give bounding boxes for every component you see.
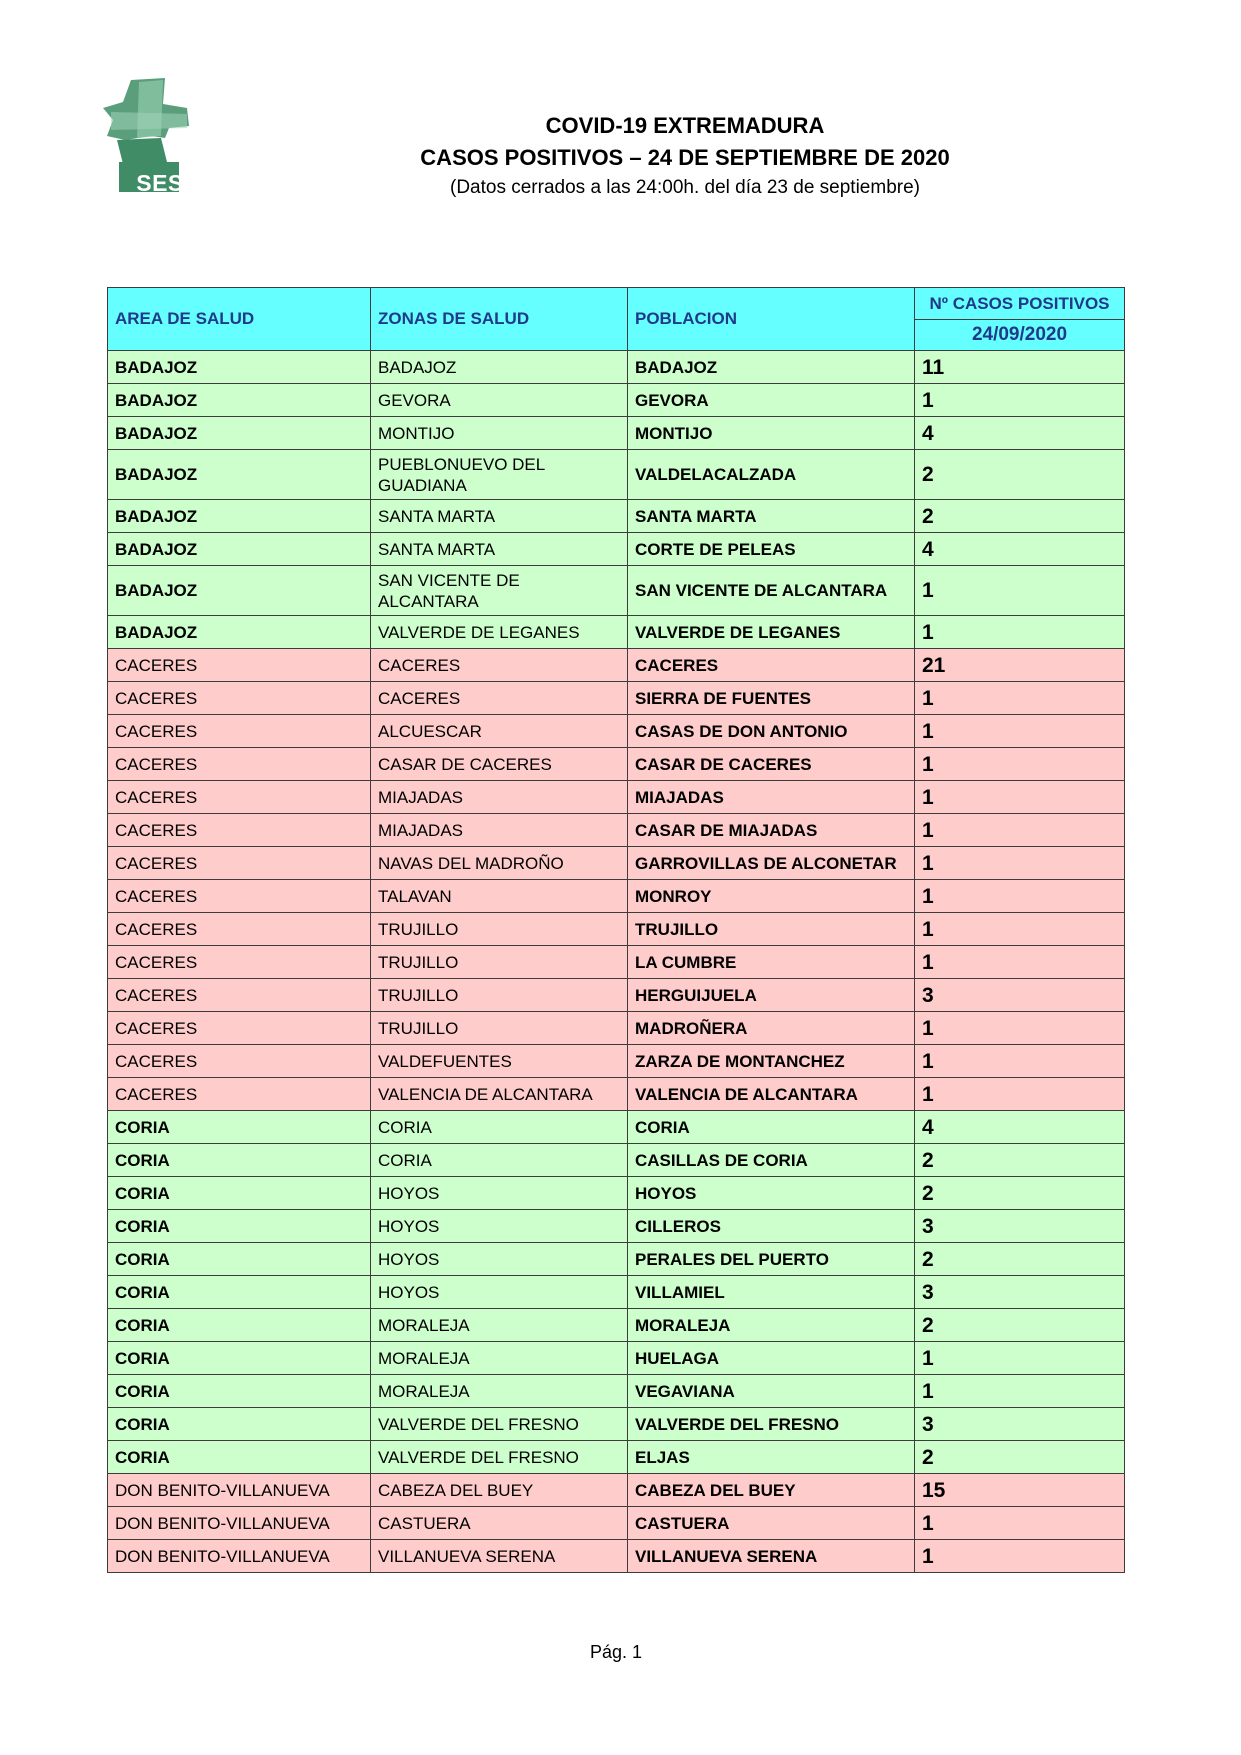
cell-area: CACERES — [108, 946, 371, 979]
cell-casos: 1 — [915, 1507, 1125, 1540]
cell-zona: SAN VICENTE DE ALCANTARA — [371, 566, 628, 616]
cell-area: CACERES — [108, 682, 371, 715]
cell-poblacion: VILLANUEVA SERENA — [628, 1540, 915, 1573]
cell-zona: TRUJILLO — [371, 913, 628, 946]
cell-casos: 2 — [915, 1243, 1125, 1276]
table-row — [108, 616, 1125, 649]
cell-zona: NAVAS DEL MADROÑO — [371, 847, 628, 880]
cell-poblacion: CASAR DE MIAJADAS — [628, 814, 915, 847]
cell-poblacion: GARROVILLAS DE ALCONETAR — [628, 847, 915, 880]
cell-zona: HOYOS — [371, 1276, 628, 1309]
cell-poblacion: VALENCIA DE ALCANTARA — [628, 1078, 915, 1111]
table-row — [108, 1441, 1125, 1474]
cell-poblacion: CASILLAS DE CORIA — [628, 1144, 915, 1177]
cell-area: DON BENITO-VILLANUEVA — [108, 1507, 371, 1540]
cell-poblacion: GEVORA — [628, 384, 915, 417]
cell-area: BADAJOZ — [108, 500, 371, 533]
cell-area: CORIA — [108, 1441, 371, 1474]
cell-area: CACERES — [108, 748, 371, 781]
table-row — [108, 1177, 1125, 1210]
cell-area: CACERES — [108, 814, 371, 847]
cell-area: CACERES — [108, 649, 371, 682]
cell-casos: 3 — [915, 979, 1125, 1012]
cell-poblacion: CASAR DE CACERES — [628, 748, 915, 781]
cell-area: CACERES — [108, 715, 371, 748]
cell-casos: 1 — [915, 1012, 1125, 1045]
cell-area: CORIA — [108, 1309, 371, 1342]
cell-zona: CASTUERA — [371, 1507, 628, 1540]
cell-area: BADAJOZ — [108, 417, 371, 450]
cell-casos: 2 — [915, 500, 1125, 533]
cell-casos: 1 — [915, 682, 1125, 715]
cell-poblacion: BADAJOZ — [628, 351, 915, 384]
cell-poblacion: CACERES — [628, 649, 915, 682]
cell-zona: VALVERDE DEL FRESNO — [371, 1408, 628, 1441]
table-row — [108, 682, 1125, 715]
table-row — [108, 913, 1125, 946]
cell-casos: 15 — [915, 1474, 1125, 1507]
page-number: Pág. 1 — [589, 1642, 643, 1662]
cell-zona: MORALEJA — [371, 1342, 628, 1375]
cell-area: DON BENITO-VILLANUEVA — [108, 1474, 371, 1507]
cell-area: CACERES — [108, 1045, 371, 1078]
table-row — [108, 1276, 1125, 1309]
cell-zona: SANTA MARTA — [371, 533, 628, 566]
cell-zona: CORIA — [371, 1111, 628, 1144]
table-row — [108, 351, 1125, 384]
cell-poblacion: MONTIJO — [628, 417, 915, 450]
cell-zona: VALVERDE DEL FRESNO — [371, 1441, 628, 1474]
cell-casos: 1 — [915, 1375, 1125, 1408]
cell-poblacion: CORIA — [628, 1111, 915, 1144]
cell-poblacion: VALVERDE DE LEGANES — [628, 616, 915, 649]
cell-area: CACERES — [108, 979, 371, 1012]
table-row — [108, 1474, 1125, 1507]
cell-casos: 1 — [915, 715, 1125, 748]
cell-poblacion: LA CUMBRE — [628, 946, 915, 979]
cell-poblacion: MADROÑERA — [628, 1012, 915, 1045]
column-header-poblacion: POBLACION — [628, 288, 915, 351]
cell-zona: CACERES — [371, 649, 628, 682]
table-row — [108, 1045, 1125, 1078]
cell-casos: 4 — [915, 1111, 1125, 1144]
cell-casos: 2 — [915, 1441, 1125, 1474]
cell-area: CORIA — [108, 1210, 371, 1243]
cell-area: BADAJOZ — [108, 351, 371, 384]
cell-area: CACERES — [108, 1078, 371, 1111]
cell-zona: BADAJOZ — [371, 351, 628, 384]
cell-zona: TALAVAN — [371, 880, 628, 913]
cell-zona: HOYOS — [371, 1210, 628, 1243]
table-row — [108, 649, 1125, 682]
cell-poblacion: CABEZA DEL BUEY — [628, 1474, 915, 1507]
cell-poblacion: TRUJILLO — [628, 913, 915, 946]
table-row — [108, 715, 1125, 748]
table-row — [108, 1507, 1125, 1540]
cell-poblacion: VALVERDE DEL FRESNO — [628, 1408, 915, 1441]
cell-casos: 11 — [915, 351, 1125, 384]
cell-casos: 1 — [915, 384, 1125, 417]
cell-area: CORIA — [108, 1408, 371, 1441]
table-row — [108, 1078, 1125, 1111]
cell-poblacion: VALDELACALZADA — [628, 450, 915, 500]
cell-poblacion: CASAS DE DON ANTONIO — [628, 715, 915, 748]
data-closing-note: (Datos cerrados a las 24:00h. del día 23 de septiembre) — [450, 177, 920, 198]
cell-casos: 3 — [915, 1210, 1125, 1243]
cell-zona: CORIA — [371, 1144, 628, 1177]
table-row — [108, 1540, 1125, 1573]
cases-table — [107, 287, 1125, 1573]
cell-poblacion: HUELAGA — [628, 1342, 915, 1375]
cell-poblacion: HERGUIJUELA — [628, 979, 915, 1012]
cell-zona: TRUJILLO — [371, 979, 628, 1012]
cell-area: BADAJOZ — [108, 616, 371, 649]
cell-zona: VALDEFUENTES — [371, 1045, 628, 1078]
cell-zona: VALVERDE DE LEGANES — [371, 616, 628, 649]
cell-poblacion: CILLEROS — [628, 1210, 915, 1243]
cell-zona: MORALEJA — [371, 1309, 628, 1342]
cell-area: BADAJOZ — [108, 533, 371, 566]
table-row — [108, 1012, 1125, 1045]
logo-text: SES — [136, 170, 184, 196]
cell-casos: 1 — [915, 1342, 1125, 1375]
cell-poblacion: CASTUERA — [628, 1507, 915, 1540]
cell-area: CACERES — [108, 880, 371, 913]
cell-zona: MONTIJO — [371, 417, 628, 450]
cell-casos: 4 — [915, 533, 1125, 566]
cell-casos: 2 — [915, 1309, 1125, 1342]
column-header-zona: ZONAS DE SALUD — [371, 288, 628, 351]
table-row — [108, 1144, 1125, 1177]
cell-casos: 2 — [915, 1144, 1125, 1177]
cell-zona: SANTA MARTA — [371, 500, 628, 533]
cell-area: CACERES — [108, 1012, 371, 1045]
page-subtitle: CASOS POSITIVOS – 24 DE SEPTIEMBRE DE 2020 — [420, 145, 950, 170]
cell-zona: HOYOS — [371, 1243, 628, 1276]
cell-area: CACERES — [108, 781, 371, 814]
cell-zona: MIAJADAS — [371, 781, 628, 814]
page-title: COVID-19 EXTREMADURA — [545, 113, 825, 138]
cell-zona: MORALEJA — [371, 1375, 628, 1408]
table-row — [108, 847, 1125, 880]
cell-poblacion: SANTA MARTA — [628, 500, 915, 533]
document-header — [0, 110, 1241, 202]
cell-zona: GEVORA — [371, 384, 628, 417]
cell-zona: HOYOS — [371, 1177, 628, 1210]
table-row — [108, 979, 1125, 1012]
cell-casos: 1 — [915, 616, 1125, 649]
table-row — [108, 384, 1125, 417]
table-row — [108, 417, 1125, 450]
column-header-casos-label: Nº CASOS POSITIVOS — [915, 288, 1124, 320]
table-row — [108, 880, 1125, 913]
table-row — [108, 533, 1125, 566]
table-row — [108, 946, 1125, 979]
cell-poblacion: MIAJADAS — [628, 781, 915, 814]
cell-casos: 3 — [915, 1408, 1125, 1441]
cell-area: CORIA — [108, 1243, 371, 1276]
cell-casos: 21 — [915, 649, 1125, 682]
cell-casos: 1 — [915, 1045, 1125, 1078]
cell-area: BADAJOZ — [108, 450, 371, 500]
table-row — [108, 450, 1125, 500]
cell-area: CACERES — [108, 913, 371, 946]
table-row — [108, 1309, 1125, 1342]
cell-area: CORIA — [108, 1342, 371, 1375]
cell-area: CORIA — [108, 1375, 371, 1408]
cell-poblacion: SAN VICENTE DE ALCANTARA — [628, 566, 915, 616]
table-body — [108, 351, 1125, 1573]
cell-poblacion: MONROY — [628, 880, 915, 913]
cell-poblacion: HOYOS — [628, 1177, 915, 1210]
cell-zona: ALCUESCAR — [371, 715, 628, 748]
cell-zona: PUEBLONUEVO DEL GUADIANA — [371, 450, 628, 500]
cell-casos: 1 — [915, 847, 1125, 880]
cell-poblacion: PERALES DEL PUERTO — [628, 1243, 915, 1276]
cell-casos: 1 — [915, 566, 1125, 616]
cell-area: CACERES — [108, 847, 371, 880]
cell-casos: 1 — [915, 1540, 1125, 1573]
cell-area: BADAJOZ — [108, 384, 371, 417]
table-row — [108, 1342, 1125, 1375]
table-row — [108, 748, 1125, 781]
cell-casos: 1 — [915, 748, 1125, 781]
cell-poblacion: ZARZA DE MONTANCHEZ — [628, 1045, 915, 1078]
table-row — [108, 781, 1125, 814]
cell-poblacion: ELJAS — [628, 1441, 915, 1474]
cell-area: DON BENITO-VILLANUEVA — [108, 1540, 371, 1573]
cell-casos: 1 — [915, 781, 1125, 814]
cell-zona: VALENCIA DE ALCANTARA — [371, 1078, 628, 1111]
cell-casos: 3 — [915, 1276, 1125, 1309]
cell-area: CORIA — [108, 1111, 371, 1144]
cell-area: BADAJOZ — [108, 566, 371, 616]
cell-zona: CASAR DE CACERES — [371, 748, 628, 781]
cell-zona: CABEZA DEL BUEY — [371, 1474, 628, 1507]
cell-casos: 2 — [915, 450, 1125, 500]
cell-zona: VILLANUEVA SERENA — [371, 1540, 628, 1573]
table-row — [108, 1243, 1125, 1276]
table-row — [108, 1111, 1125, 1144]
cell-casos: 2 — [915, 1177, 1125, 1210]
cell-poblacion: SIERRA DE FUENTES — [628, 682, 915, 715]
cell-casos: 1 — [915, 946, 1125, 979]
table-header-row — [108, 288, 1125, 351]
cell-casos: 1 — [915, 880, 1125, 913]
cell-poblacion: CORTE DE PELEAS — [628, 533, 915, 566]
cell-casos: 1 — [915, 1078, 1125, 1111]
table-row — [108, 814, 1125, 847]
cell-area: CORIA — [108, 1144, 371, 1177]
cell-casos: 1 — [915, 814, 1125, 847]
cell-casos: 4 — [915, 417, 1125, 450]
column-header-casos — [915, 288, 1125, 351]
table-row — [108, 1408, 1125, 1441]
column-header-casos-date: 24/09/2020 — [971, 324, 1068, 345]
cell-poblacion: VEGAVIANA — [628, 1375, 915, 1408]
cell-zona: TRUJILLO — [371, 1012, 628, 1045]
table-row — [108, 1210, 1125, 1243]
cell-zona: TRUJILLO — [371, 946, 628, 979]
cell-area: CORIA — [108, 1177, 371, 1210]
cell-zona: MIAJADAS — [371, 814, 628, 847]
table-row — [108, 1375, 1125, 1408]
cell-zona: CACERES — [371, 682, 628, 715]
cell-area: CORIA — [108, 1276, 371, 1309]
table-row — [108, 500, 1125, 533]
cell-casos: 1 — [915, 913, 1125, 946]
cell-poblacion: VILLAMIEL — [628, 1276, 915, 1309]
table-row — [108, 566, 1125, 616]
column-header-area: AREA DE SALUD — [108, 288, 371, 351]
cell-poblacion: MORALEJA — [628, 1309, 915, 1342]
